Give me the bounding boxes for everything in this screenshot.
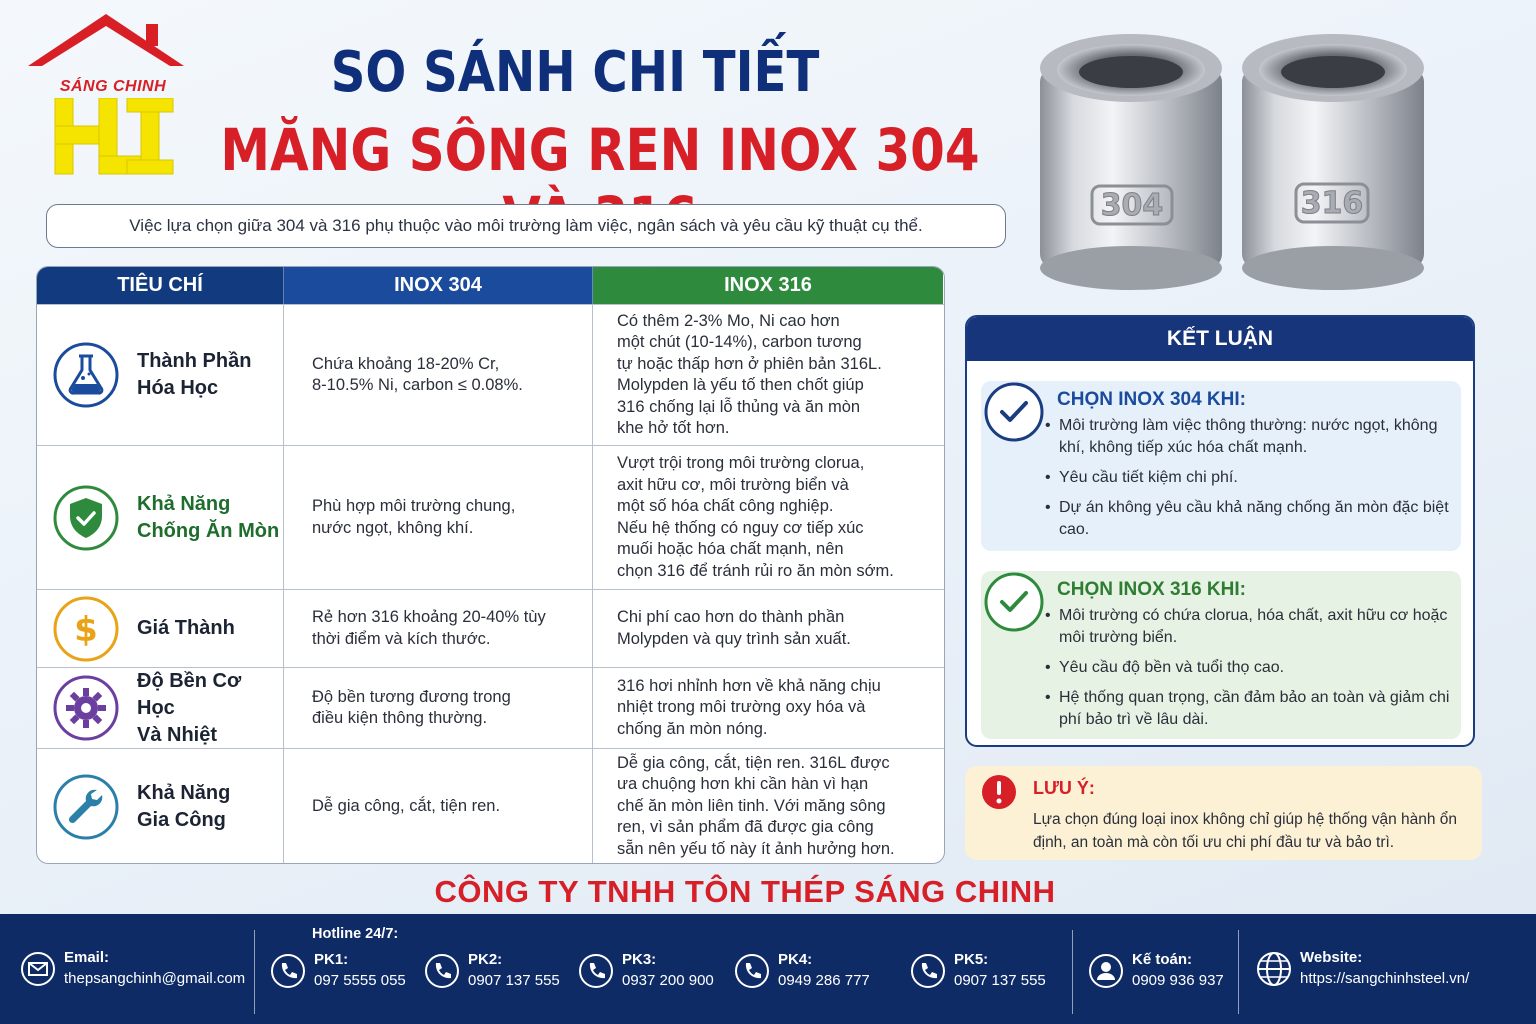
title-line-2: MĂNG SÔNG REN INOX 304 [220, 116, 980, 184]
phone-label: PK1: [314, 951, 349, 968]
footer-accountant[interactable] [1088, 950, 1224, 992]
conclusion-title: KẾT LUẬN [967, 317, 1473, 361]
logo-mark [50, 98, 200, 176]
list-item: • Yêu cầu tiết kiệm chi phí. [1045, 467, 1461, 489]
company-logo [28, 14, 184, 164]
footer-divider [1072, 930, 1073, 1014]
phone-icon [270, 953, 306, 989]
phone-value[interactable]: 0907 137 555 [954, 972, 1046, 989]
check-circle-icon [983, 381, 1045, 443]
inox316-value: Có thêm 2-3% Mo, Ni cao hơn một chút (10-14%), carbon tương tự hoặc thấp hơn ở phiên bản 316L. Molypden là yếu tố then chốt giúp 316 chống lại lỗ thủng và ăn mòn khe hở tốt hơn. [617, 311, 882, 437]
phone-icon [910, 953, 946, 989]
phone-icon [424, 953, 460, 989]
list-item: • Môi trường có chứa clorua, hóa chất, axit hữu cơ hoặc môi trường biển. [1045, 605, 1461, 649]
table-row [37, 667, 944, 748]
list-item: • Yêu cầu độ bền và tuổi thọ cao. [1045, 657, 1461, 679]
footer-divider [254, 930, 255, 1014]
footer-phone-pk2[interactable] [424, 950, 560, 992]
email-label: Email: [64, 949, 110, 966]
hotline-label: Hotline 24/7: [312, 926, 399, 942]
mail-icon [20, 951, 56, 987]
accountant-value[interactable]: 0909 936 937 [1132, 972, 1224, 989]
choose-304-list [1045, 415, 1461, 541]
flask-icon [53, 342, 119, 408]
header-criteria: TIÊU CHÍ [37, 267, 284, 304]
comparison-table [36, 266, 945, 864]
phone-value[interactable]: 0937 200 900 [622, 972, 714, 989]
inox316-value: Vượt trội trong môi trường clorua, axit hữu cơ, môi trường biển và một số hóa chất công nghiệp. Nếu hệ thống có nguy cơ tiếp xúc muối hoặc hóa chất mạnh, nên chọn 316 để tránh rủi ro ăn mòn sớm. [617, 454, 894, 580]
coupling-304-label: 304 [1100, 188, 1164, 223]
phone-value[interactable]: 0949 286 777 [778, 972, 870, 989]
phone-label: PK4: [778, 951, 813, 968]
footer-email[interactable] [20, 948, 245, 990]
choose-316-title: CHỌN INOX 316 KHI: [1057, 579, 1246, 600]
svg-text:$: $ [74, 609, 98, 650]
choose-316-list [1045, 605, 1461, 731]
header-inox304: INOX 304 [284, 267, 593, 304]
criterion-name: Độ Bền Cơ Học Và Nhiệt [137, 669, 242, 746]
inox304-value: Dễ gia công, cắt, tiện ren. [284, 749, 593, 864]
footer-phone-pk4[interactable] [734, 950, 870, 992]
check-circle-icon [983, 571, 1045, 633]
conclusion-panel [965, 315, 1475, 747]
header-inox316: INOX 316 [593, 267, 943, 304]
phone-icon [578, 953, 614, 989]
title-line-1: SO SÁNH CHI TIẾT [330, 40, 820, 105]
table-row [37, 304, 944, 445]
phone-label: PK3: [622, 951, 657, 968]
table-header [37, 267, 944, 304]
choose-304-title: CHỌN INOX 304 KHI: [1057, 389, 1246, 410]
note-text: Lựa chọn đúng loại inox không chỉ giúp hệ thống vận hành ổn định, an toàn mà còn tối ưu chi phí đầu tư và bảo trì. [1033, 811, 1458, 851]
accountant-label: Kế toán: [1132, 951, 1192, 968]
footer-phone-pk5[interactable] [910, 950, 1046, 992]
table-row [37, 445, 944, 589]
coupling-316 [1242, 34, 1424, 290]
inox316-value: Chi phí cao hơn do thành phần Molypden và quy trình sản xuất. [617, 608, 851, 648]
criterion-name: Giá Thành [137, 617, 235, 639]
footer-phone-pk1[interactable] [270, 950, 406, 992]
dollar-icon [53, 596, 119, 662]
inox304-value: Độ bền tương đương trong điều kiện thông thường. [284, 668, 593, 748]
user-icon [1088, 953, 1124, 989]
phone-label: PK2: [468, 951, 503, 968]
inox304-value: Phù hợp môi trường chung, nước ngọt, không khí. [284, 446, 593, 589]
phone-value[interactable]: 097 5555 055 [314, 972, 406, 989]
table-row [37, 589, 944, 667]
footer-divider [1238, 930, 1239, 1014]
table-row [37, 748, 944, 864]
footer [0, 914, 1536, 1024]
footer-website[interactable] [1256, 948, 1469, 990]
criterion-name: Khả Năng Gia Công [137, 781, 231, 831]
inox316-value: 316 hơi nhỉnh hơn về khả năng chịu nhiệt trong môi trường oxy hóa và chống ăn mòn nóng. [617, 676, 881, 738]
globe-icon [1256, 951, 1292, 987]
wrench-icon [53, 774, 119, 840]
note-title: LƯU Ý: [1033, 778, 1095, 798]
criterion-name: Khả Năng Chống Ăn Mòn [137, 492, 280, 542]
phone-label: PK5: [954, 951, 989, 968]
intro-box: Việc lựa chọn giữa 304 và 316 phụ thuộc vào môi trường làm việc, ngân sách và yêu cầu kỹ thuật cụ thể. [46, 204, 1006, 248]
choose-304-box [981, 381, 1461, 551]
coupling-316-label: 316 [1300, 186, 1364, 221]
website-label: Website: [1300, 949, 1363, 966]
criterion-name: Thành Phần Hóa Học [137, 350, 252, 399]
list-item: • Hệ thống quan trọng, cần đảm bảo an toàn và giảm chi phí bảo trì về lâu dài. [1045, 687, 1461, 731]
website-value[interactable]: https://sangchinhsteel.vn/ [1300, 970, 1470, 987]
phone-icon [734, 953, 770, 989]
footer-phone-pk3[interactable] [578, 950, 714, 992]
list-item: • Dự án không yêu cầu khả năng chống ăn mòn đặc biệt cao. [1045, 497, 1461, 541]
inox304-value: Rẻ hơn 316 khoảng 20-40% tùy thời điểm và kích thước. [284, 590, 593, 667]
company-name: CÔNG TY TNHH TÔN THÉP SÁNG CHINH [434, 874, 1056, 909]
warning-icon [981, 774, 1017, 810]
inox316-value: Dễ gia công, cắt, tiện ren. 316L được ưa chuộng hơn khi cần hàn vì hạn chế ăn mòn liên tinh. Với măng sông ren, vì sản phẩm đã được gia công sẵn nên yếu tố này ít ảnh hưởng hơn. [617, 753, 895, 858]
product-image-couplings [1030, 28, 1470, 298]
logo-brand: SÁNG CHINH [59, 78, 167, 95]
coupling-304 [1040, 34, 1222, 290]
roof-icon [28, 14, 184, 78]
inox304-value: Chứa khoảng 18-20% Cr, 8-10.5% Ni, carbon ≤ 0.08%. [284, 305, 593, 445]
gear-icon [53, 675, 119, 741]
phone-value[interactable]: 0907 137 555 [468, 972, 560, 989]
list-item: • Môi trường làm việc thông thường: nước ngọt, không khí, không tiếp xúc hóa chất mạnh. [1045, 415, 1461, 459]
choose-316-box [981, 571, 1461, 739]
email-value[interactable]: thepsangchinh@gmail.com [64, 970, 246, 987]
note-box [965, 766, 1482, 860]
shield-check-icon [53, 485, 119, 551]
